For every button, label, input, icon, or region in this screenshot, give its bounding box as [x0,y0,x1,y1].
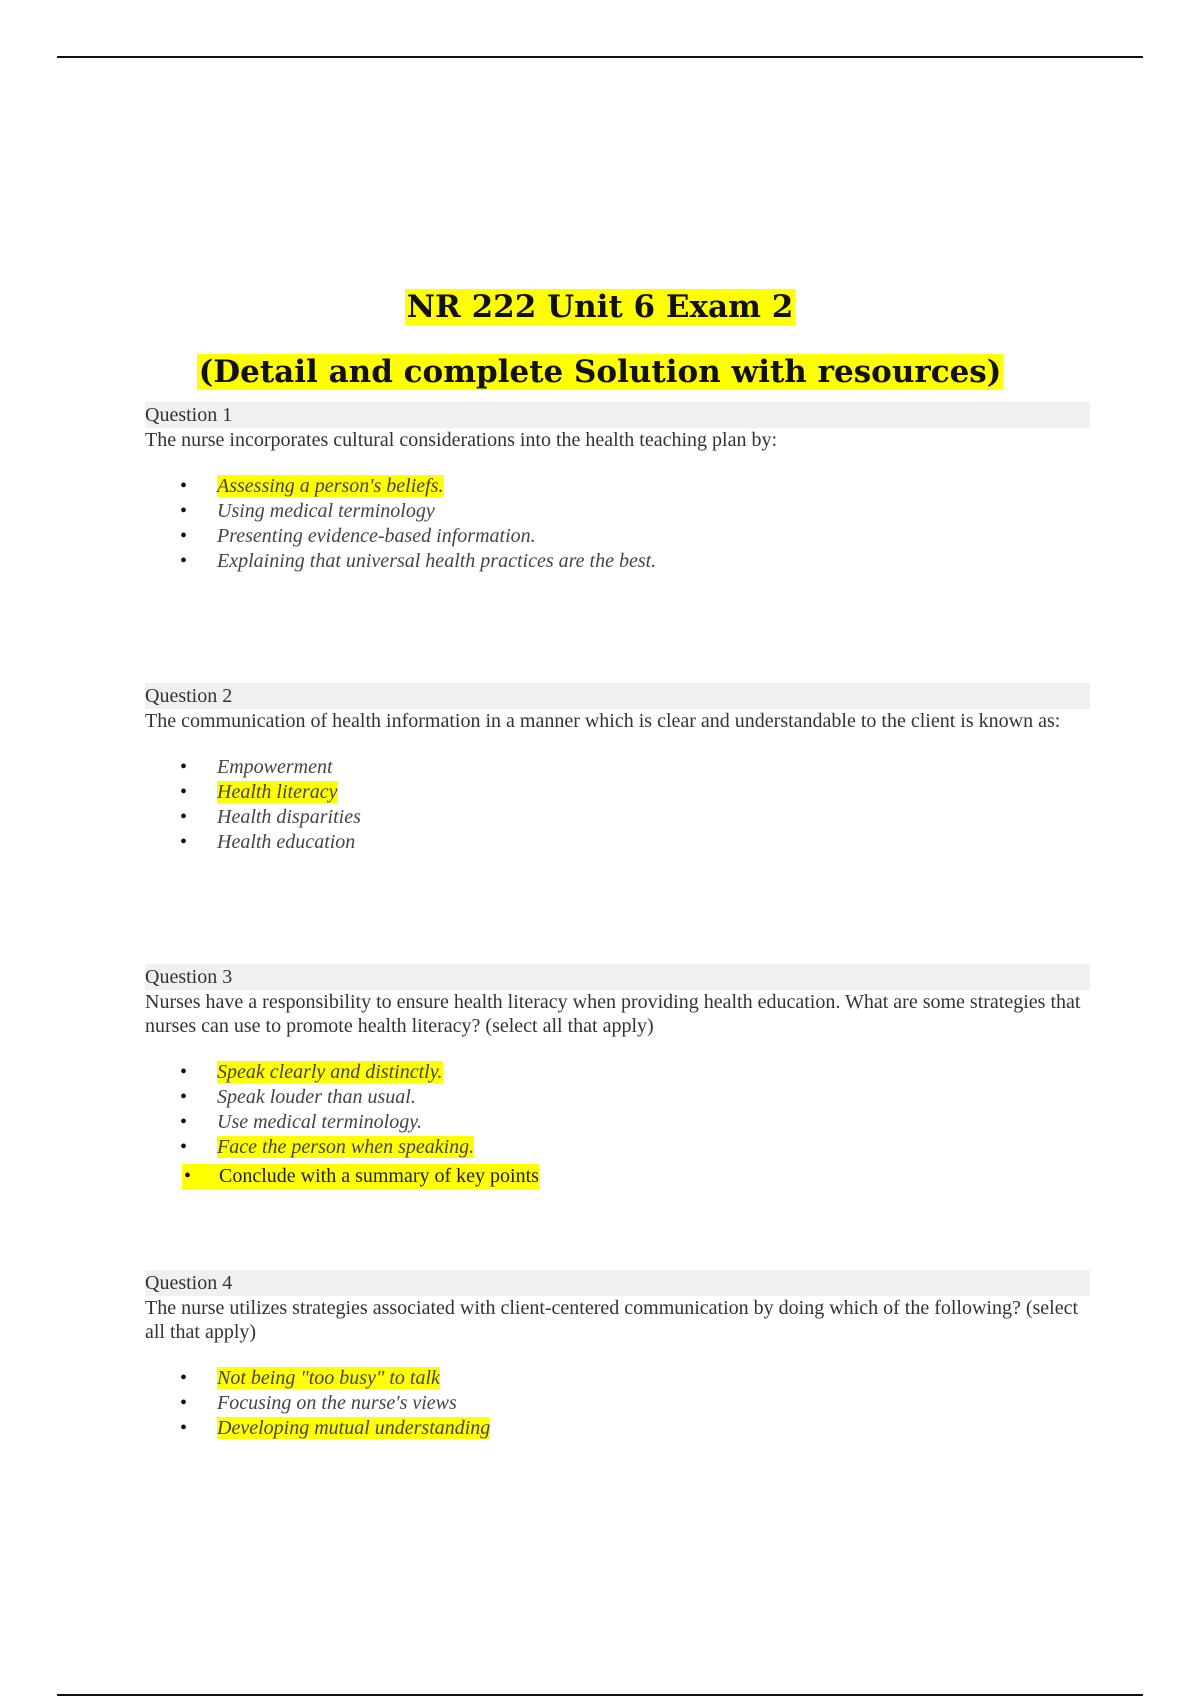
document-title [0,286,1200,328]
option [145,755,1090,780]
option [145,1391,1090,1416]
bullet-icon: • [180,781,188,803]
option [145,1110,1090,1135]
bullet-icon: • [180,1417,188,1439]
option-text: Empowerment [217,756,333,778]
option-text: Presenting evidence-based information. [217,525,536,547]
option [145,524,1090,549]
question-header: Question 1 [145,402,1090,428]
bullet-icon: • [184,1165,192,1187]
bullet-icon: • [180,500,188,522]
option-text: Health literacy [217,781,338,803]
bullet-icon: • [180,1367,188,1389]
option-list [145,1060,1090,1189]
question-4 [145,1270,1090,1441]
option-text: Focusing on the nurse's views [217,1392,457,1414]
option-text: Not being "too busy" to talk [217,1367,440,1389]
option-text: Face the person when speaking. [217,1136,475,1158]
question-header: Question 3 [145,964,1090,990]
title-line-2: (Detail and complete Solution with resources) [198,354,1002,390]
bullet-icon: • [180,475,188,497]
option [145,780,1090,805]
option [145,474,1090,499]
bullet-icon: • [180,1111,188,1133]
question-text: The communication of health information in a manner which is clear and understandable to the client is known as: [145,710,1061,732]
option-list [145,474,1090,574]
option [145,1135,1090,1160]
option-text: Speak louder than usual. [217,1086,416,1108]
option-text: Conclude with a summary of key points [219,1165,539,1187]
option [145,1416,1090,1441]
option [145,1164,1090,1189]
bullet-icon: • [180,550,188,572]
top-rule [57,56,1143,58]
bullet-icon: • [180,1136,188,1158]
option-list [145,1366,1090,1441]
bullet-icon: • [180,1086,188,1108]
question-text: The nurse utilizes strategies associated with client-centered communication by doing which of the following? (select all that apply) [145,1297,1079,1343]
question-3 [145,964,1090,1189]
option [145,499,1090,524]
question-header: Question 4 [145,1270,1090,1296]
option-text: Use medical terminology. [217,1111,422,1133]
option-text: Speak clearly and distinctly. [217,1061,443,1083]
bottom-rule [57,1694,1143,1696]
option-list [145,755,1090,855]
option-text: Explaining that universal health practices are the best. [217,550,657,572]
bullet-icon: • [180,756,188,778]
option-text: Assessing a person's beliefs. [217,475,444,497]
bullet-icon: • [180,1392,188,1414]
option-text: Developing mutual understanding [217,1417,491,1439]
option [145,805,1090,830]
bullet-icon: • [180,1061,188,1083]
bullet-icon: • [180,831,188,853]
question-1 [145,402,1090,574]
question-text: Nurses have a responsibility to ensure health literacy when providing health education. What are some strategies that nurses can use to promote health literacy? (select all that apply) [145,991,1081,1037]
question-header: Question 2 [145,683,1090,709]
option-text: Health education [217,831,356,853]
bullet-icon: • [180,525,188,547]
option [145,1085,1090,1110]
title-line-1: NR 222 Unit 6 Exam 2 [406,289,794,325]
option [145,1366,1090,1391]
question-2 [145,683,1090,855]
bullet-icon: • [180,806,188,828]
document-subtitle [0,351,1200,393]
question-text: The nurse incorporates cultural considerations into the health teaching plan by: [145,429,778,451]
option-text: Health disparities [217,806,361,828]
option [145,1060,1090,1085]
option [145,549,1090,574]
option [145,830,1090,855]
option-text: Using medical terminology [217,500,435,522]
